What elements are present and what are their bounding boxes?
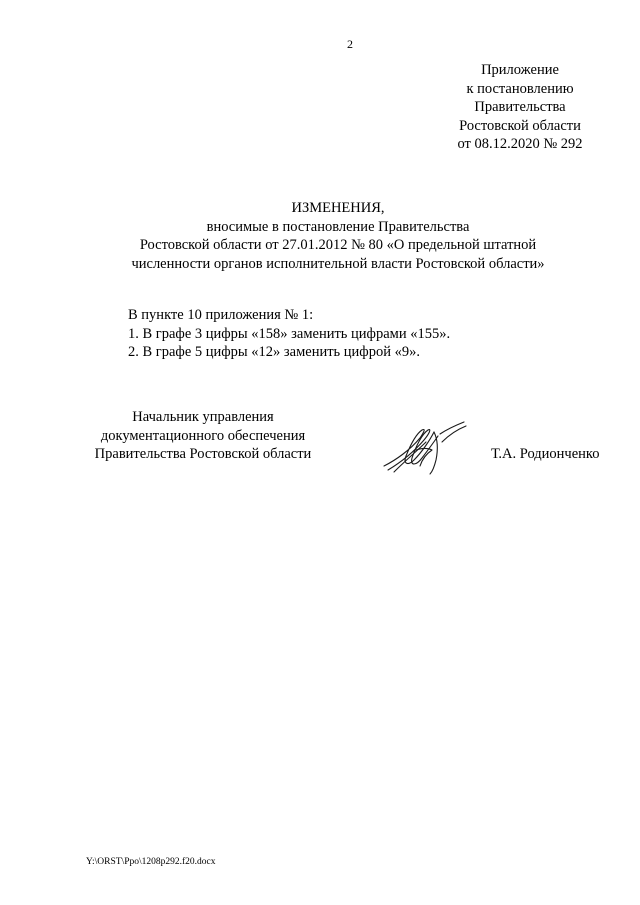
body-item: 2. В графе 5 цифры «12» заменить цифрой «9». [128, 344, 420, 360]
document-title-block [108, 199, 568, 273]
signer-position-line: Начальник управления [132, 409, 274, 425]
signer-position-line: Правительства Ростовской области [94, 446, 312, 462]
appendix-line: Приложение [481, 62, 559, 78]
document-subtitle-line: численности органов исполнительной власти Ростовской области» [131, 255, 545, 272]
appendix-line: Ростовской области [459, 117, 581, 134]
page-number: 2 [347, 37, 353, 51]
appendix-line: к постановлению [466, 80, 574, 97]
document-subtitle-line: вносимые в постановление Правительства [206, 218, 470, 235]
appendix-header [438, 61, 602, 154]
appendix-line: Правительства [474, 99, 566, 115]
signer-name: Т.А. Родионченко [491, 446, 600, 462]
document-subtitle-line: Ростовской области от 27.01.2012 № 80 «О предельной штатной [139, 237, 537, 253]
body-item: 1. В графе 3 цифры «158» заменить цифрами «155». [128, 325, 451, 342]
body-intro: В пункте 10 приложения № 1: [128, 307, 314, 323]
signer-position-line: документационного обеспечения [100, 427, 306, 444]
document-title: ИЗМЕНЕНИЯ, [291, 200, 385, 216]
appendix-line: от 08.12.2020 № 292 [457, 136, 583, 152]
document-body [128, 306, 588, 362]
file-path-footer: Y:\ORST\Ppo\1208p292.f20.docx [86, 857, 216, 867]
signer-position [78, 408, 328, 464]
handwritten-signature [376, 420, 472, 476]
